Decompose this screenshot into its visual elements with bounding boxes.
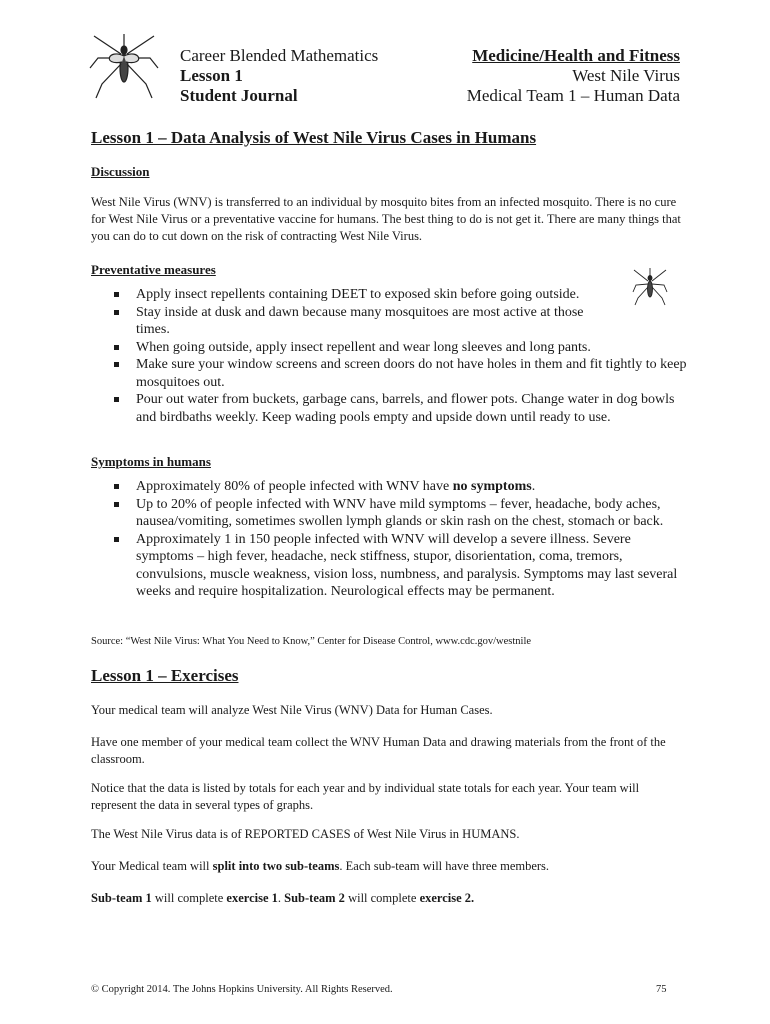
exercise-paragraph: Sub-team 1 will complete exercise 1. Sub-team 2 will complete exercise 2. [91, 891, 475, 905]
list-item: Up to 20% of people infected with WNV have mild symptoms – fever, headache, body aches, nausea/vomiting, sometimes swollen lymph glands or skin rash on the chest, stomach or back. [110, 496, 680, 531]
exercise-paragraph: Your medical team will analyze West Nile Virus (WNV) Data for Human Cases. [91, 703, 493, 717]
list-item: Approximately 80% of people infected with WNV have no symptoms. [110, 478, 680, 496]
exercise-paragraph: Have one member of your medical team collect the WNV Human Data and drawing materials from the front of the classroom. [91, 735, 666, 766]
list-item: Apply insect repellents containing DEET to exposed skin before going outside. [110, 286, 600, 304]
discussion-text: West Nile Virus (WNV) is transferred to an individual by mosquito bites from an infected mosquito. There is no cure for West Nile Virus or a preventative vaccine for humans. The best thing to do is not get it. There are many things that you can do to cut down on the risk of contracting West Nile Virus. [91, 195, 681, 243]
list-item: Make sure your window screens and screen doors do not have holes in them and fit tightly to keep mosquitoes out. [110, 356, 696, 391]
team-label: Medical Team 1 – Human Data [466, 86, 680, 105]
emphasis-text: no symptoms [452, 479, 532, 494]
lesson-title: Lesson 1 – Data Analysis of West Nile Virus Cases in Humans [91, 128, 537, 147]
exercise-paragraph: Your Medical team will split into two sub-teams. Each sub-team will have three members. [91, 859, 550, 873]
page-number: 75 [656, 984, 667, 995]
exercises-heading: Lesson 1 – Exercises [91, 666, 239, 685]
list-item: When going outside, apply insect repellent and wear long sleeves and long pants. [110, 339, 696, 357]
lesson-label: Lesson 1 [180, 66, 243, 85]
course-title: Career Blended Mathematics [180, 46, 379, 65]
topic-label: West Nile Virus [572, 66, 680, 85]
exercise-paragraph: The West Nile Virus data is of REPORTED CASES of West Nile Virus in HUMANS. [91, 827, 520, 841]
header-right [467, 46, 680, 106]
discussion-heading: Discussion [91, 164, 150, 179]
mosquito-icon [88, 28, 160, 100]
header-left [180, 46, 378, 106]
symptoms-heading: Symptoms in humans [91, 454, 211, 469]
emphasis-text: split into two sub-teams [212, 859, 340, 873]
symptoms-list [110, 478, 680, 601]
preventative-list [110, 286, 687, 426]
list-item: Stay inside at dusk and dawn because many mosquitoes are most active at those times. [110, 304, 600, 339]
journal-label: Student Journal [180, 86, 298, 105]
exercise-paragraph: Notice that the data is listed by totals for each year and by individual state totals for each year. Your team will represent the data in several types of graphs. [91, 781, 640, 812]
list-item: Approximately 1 in 150 people infected with WNV will develop a severe illness. Severe symptoms – high fever, headache, neck stiffness, stupor, disorientation, coma, tremors, convulsions, muscle weakness, vision loss, numbness, and paralysis. Symptoms may last several weeks and require hospitalization. Neurological effects may be permanent. [110, 531, 680, 601]
subject-title: Medicine/Health and Fitness [472, 46, 680, 65]
list-item: Pour out water from buckets, garbage cans, barrels, and flower pots. Change water in dog bowls and birdbaths weekly. Keep wading pools empty and upside down until ready to use. [110, 391, 696, 426]
source-citation: Source: “West Nile Virus: What You Need to Know,” Center for Disease Control, www.cdc.gov/westnile [91, 636, 532, 647]
copyright-footer: © Copyright 2014. The Johns Hopkins University. All Rights Reserved. [91, 984, 393, 995]
preventative-heading: Preventative measures [91, 262, 216, 277]
mosquito-icon [632, 266, 668, 306]
